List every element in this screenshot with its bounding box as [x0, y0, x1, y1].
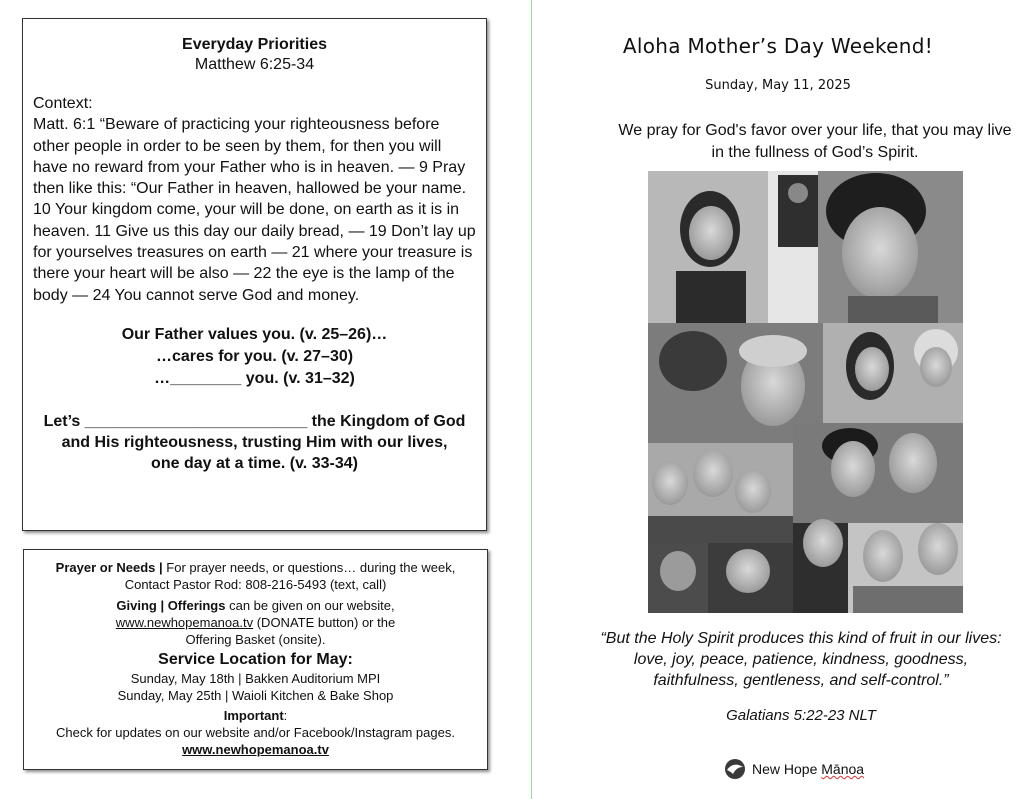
prayer-contact: Contact Pastor Rod: 808-216-5493 (text, call) [124, 577, 387, 592]
page-fold-divider [531, 0, 532, 799]
call-line: Let’s _________________________ the Kingdom of God [43, 412, 466, 430]
sermon-point: Our Father values you. (v. 25–26)… [121, 325, 388, 343]
church-name-prefix: New Hope [752, 761, 822, 777]
sermon-reference: Matthew 6:25-34 [194, 56, 315, 73]
page-title: Aloha Mother’s Day Weekend! [622, 34, 934, 58]
collage-photo [648, 443, 793, 543]
sermon-point: …________ you. (v. 31–32) [154, 369, 355, 387]
service-date: Sunday, May 11, 2025 [705, 78, 851, 93]
scripture-quote: “But the Holy Spirit produces this kind of fruit in our lives: love, joy, peace, patience, kindness, goodness, faithfulness, gentleness, and self-control.” [600, 630, 1002, 689]
collage-photo [648, 543, 708, 613]
giving-text: can be given on our website, [225, 598, 395, 613]
important-label: Important [223, 708, 284, 723]
location-title: Service Location for May: [158, 651, 353, 668]
collage-photo [848, 523, 963, 613]
blessing-text: We pray for God's favor over your life, that you may live in the fullness of God’s Spirit. [618, 122, 1012, 161]
photo-collage [648, 171, 963, 613]
location-item: Sunday, May 25th | Waioli Kitchen & Bake Shop [117, 688, 394, 703]
collage-photo [823, 323, 963, 423]
sermon-notes-box [22, 18, 487, 531]
collage-photo [793, 423, 963, 523]
sermon-title: Everyday Priorities [182, 36, 327, 53]
giving-basket: Offering Basket (onsite). [185, 632, 326, 647]
collage-photo [708, 543, 793, 613]
sermon-points [33, 324, 476, 390]
collage-photo [818, 171, 963, 323]
scripture-reference: Galatians 5:22-23 NLT [726, 707, 876, 724]
sermon-point: …cares for you. (v. 27–30) [155, 347, 354, 365]
important-text: Check for updates on our website and/or Facebook/Instagram pages. [56, 725, 455, 740]
church-logo [722, 758, 864, 780]
giving-line [32, 597, 479, 614]
website-link-line [32, 741, 479, 758]
church-info-box [23, 549, 488, 770]
giving-website-link[interactable]: www.newhopemanoa.tv [115, 615, 254, 630]
collage-photo [648, 171, 768, 323]
collage-photo [793, 519, 848, 613]
giving-label: Giving | Offerings [116, 598, 226, 613]
dove-icon [722, 758, 748, 780]
important-colon: : [283, 708, 288, 723]
call-to-action [33, 411, 476, 474]
giving-link-line [32, 614, 479, 631]
prayer-label: Prayer or Needs | [55, 560, 163, 575]
church-name [752, 761, 864, 777]
call-line: one day at a time. (v. 33-34) [151, 454, 358, 472]
context-text: Matt. 6:1 “Beware of practicing your righteousness before other people in order to be seen by them, for then you will have no reward from your Father who is in heaven. — 9 Pray then like this: “Our Father in heaven, hallowed be your name. 10 Your kingdom come, your will be done, on earth as it is in heaven. 11 Give us this day our daily bread, — 19 Don’t lay up for yourselves treasures on earth — 21 where your treasure is there your heart will be also — 22 the eye is the lamp of the body — 24 You cannot serve God and money. [33, 116, 476, 304]
important-line [32, 707, 479, 724]
location-item: Sunday, May 18th | Bakken Auditorium MPI [130, 671, 381, 686]
prayer-line [32, 559, 479, 576]
call-line: and His righteousness, trusting Him with our lives, [61, 433, 448, 451]
prayer-text: For prayer needs, or questions… during the week, [162, 560, 456, 575]
church-name-suffix: Mānoa [821, 761, 865, 777]
giving-link-after: (DONATE button) or the [253, 615, 396, 630]
context-label: Context: [33, 95, 93, 112]
website-link[interactable]: www.newhopemanoa.tv [182, 742, 329, 757]
context-section [33, 93, 476, 306]
